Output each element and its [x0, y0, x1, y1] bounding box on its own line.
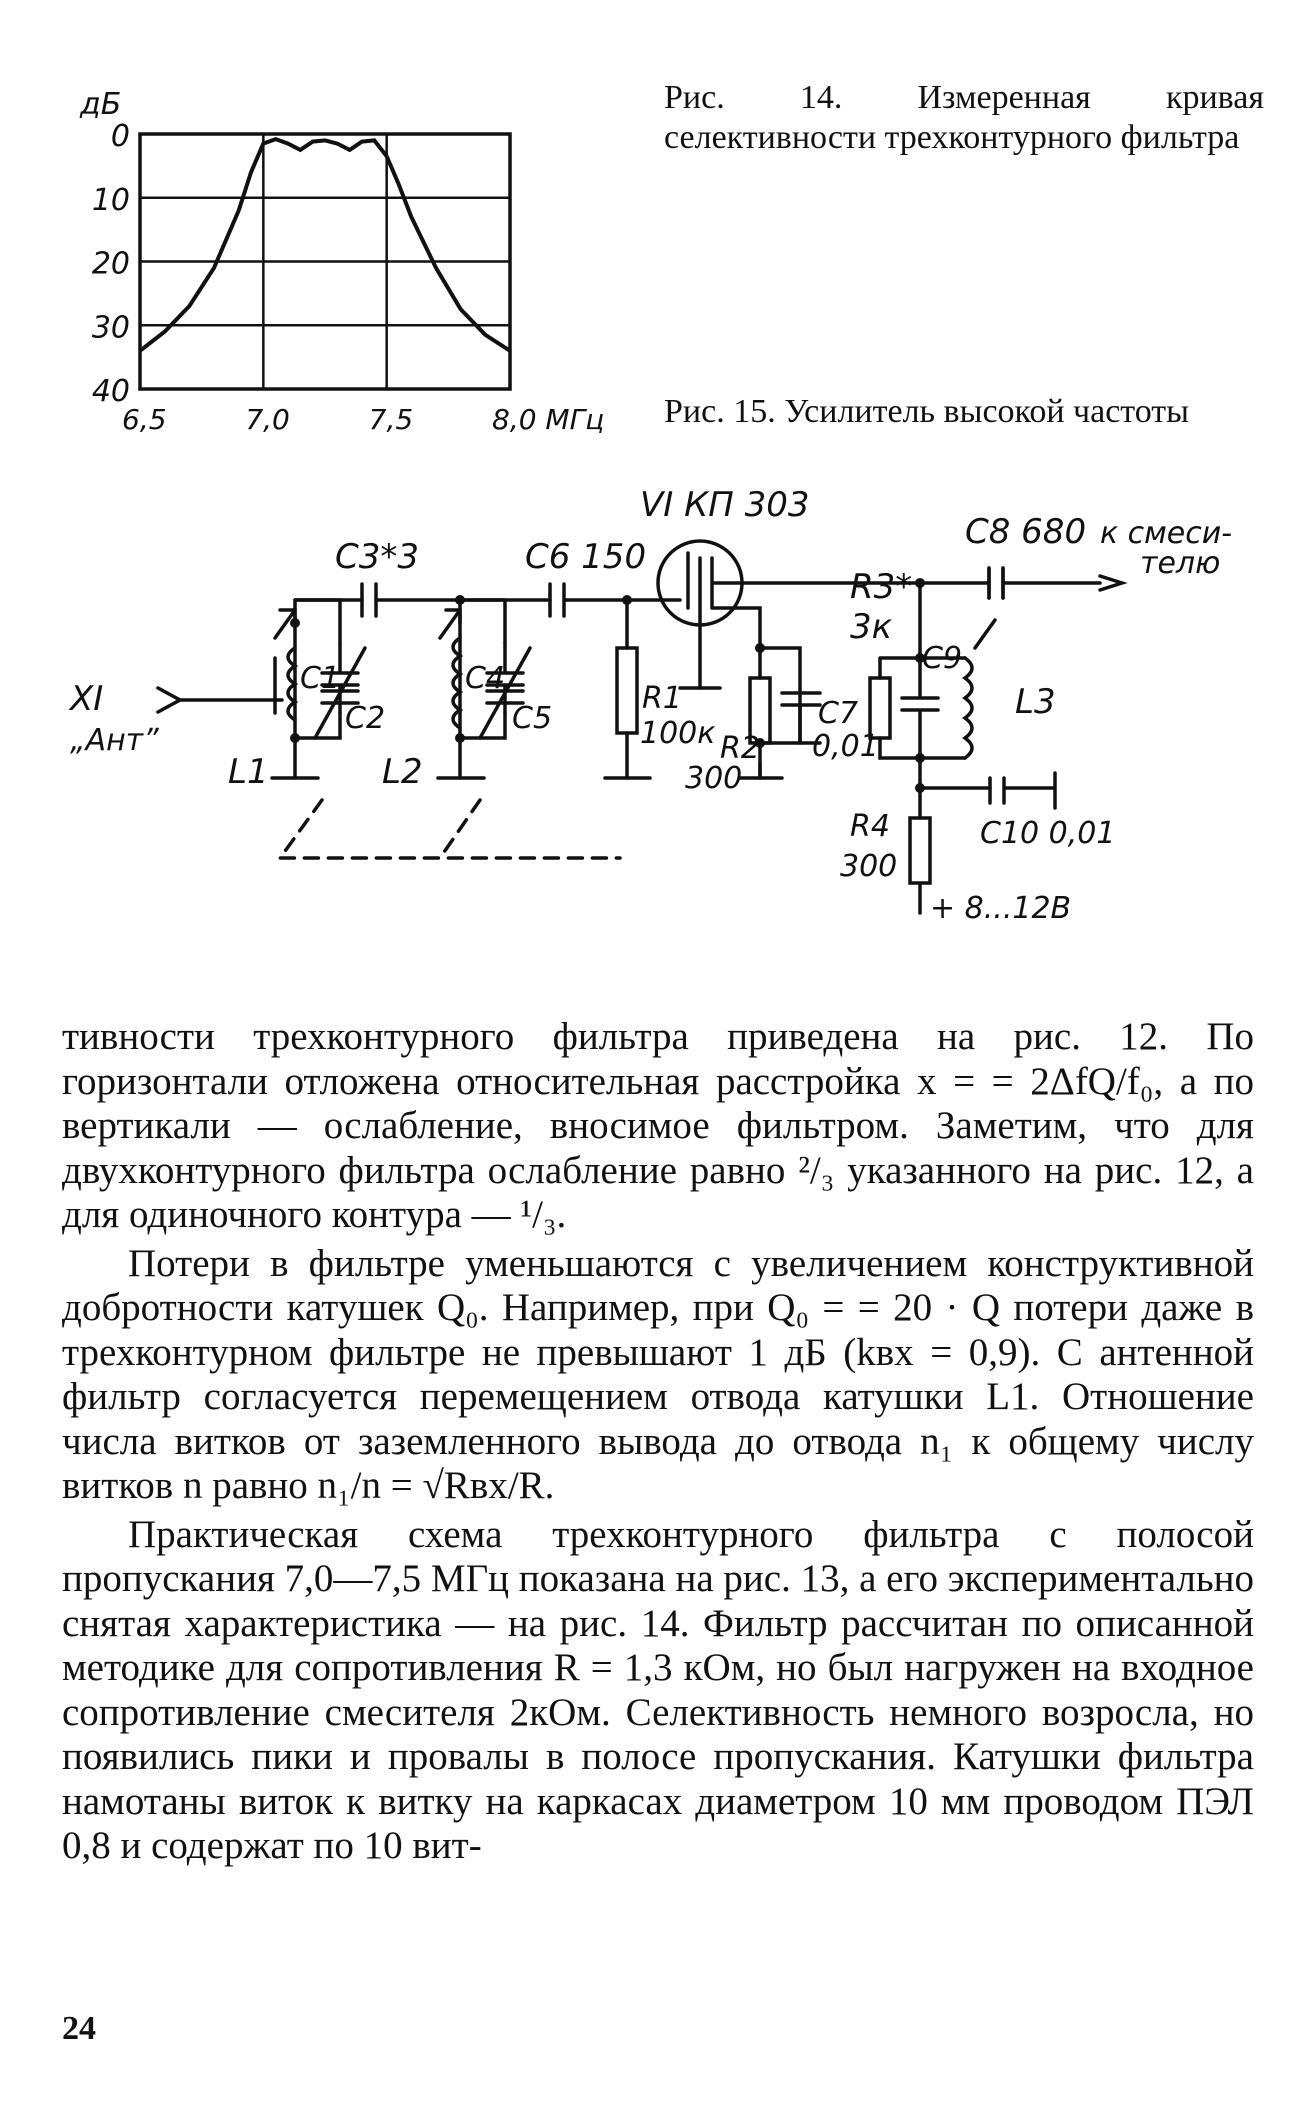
label-c5: С5	[512, 701, 553, 736]
y-tick-label: 10	[91, 182, 130, 218]
figure-14-caption: Рис. 14. Измеренная кривая селективности трехконтурного фильтра	[664, 79, 1264, 156]
label-c9: С9	[922, 641, 963, 676]
label-x1: XI	[70, 679, 104, 719]
label-r4-value: 300	[840, 849, 898, 884]
label-c8: С8 680	[965, 512, 1087, 552]
selectivity-curve	[140, 139, 510, 351]
coil-l3	[965, 658, 972, 758]
figure-15-caption: Рис. 15. Усилитель высокой частоты	[664, 393, 1189, 430]
output-arrow	[1100, 576, 1122, 590]
selectivity-chart-svg	[70, 84, 630, 454]
paragraph-3: Практическая схема трехконтурного фильтра с полосой пропускания 7,0—7,5 МГц показана на рис. 13, а его экспериментально снятая характеристика — на рис. 14. Фильтр рассчитан по описанной методике для сопротивления R = 1,3 кОм, но был нагружен на входное сопротивление смесителя 2кОм. Селективность немного возросла, но появились пики и провалы в полосе пропускания. Катушки фильтра намотаны виток к витку на каркасах диаметром 10 мм проводом ПЭЛ 0,8 и содержат по 10 вит-	[62, 1512, 1254, 1867]
label-l1: L1	[228, 752, 269, 792]
label-r4: R4	[850, 809, 890, 844]
label-c3: С3*3	[335, 537, 420, 577]
figure-14-chart	[70, 84, 630, 454]
label-transistor: VI КП 303	[640, 488, 810, 525]
label-supply: + 8...12В	[930, 891, 1072, 926]
body-text	[62, 1015, 1254, 1869]
schematic-svg	[60, 488, 1260, 928]
trim-arrow-l3	[975, 620, 995, 648]
resistor-r1	[617, 648, 637, 733]
label-c10: С10 0,01	[980, 816, 1116, 851]
paragraph-1: тивности трехконтурного фильтра приведена на рис. 12. По горизонтали отложена относительная расстройка x = = 2ΔfQ/f₀, а по вертикали — ослабление, вносимое фильтром. Заметим, что для двухконтурного фильтра ослабление равно ²/₃ указанного на рис. 12, а для одиночного контура — ¹/₃.	[62, 1015, 1254, 1236]
label-c2: С2	[345, 701, 386, 736]
label-l3: L3	[1015, 682, 1056, 722]
capacitor-c8	[989, 568, 1003, 598]
y-tick-label: 20	[91, 246, 130, 282]
label-to-mixer-2: телю	[1140, 546, 1221, 581]
input-arrow	[158, 688, 282, 712]
label-c4: С4	[465, 661, 506, 696]
paragraph-2: Потери в фильтре уменьшаются с увеличением конструктивной добротности катушек Q₀. Например, при Q₀ = = 20 · Q потери даже в трехконтурном фильтре не превышают 1 дБ (kвх = 0,9). С антенной фильтр согласуется перемещением отвода катушки L1. Отношение числа витков от заземленного вывода до отвода n₁ к общему числу витков n равно n₁/n = √Rвх/R.	[62, 1241, 1254, 1507]
figure-15-schematic	[60, 488, 1260, 928]
gang-link	[280, 800, 620, 858]
x-tick-label: 6,5	[122, 403, 167, 436]
label-r1-value: 100к	[640, 716, 716, 751]
y-tick-label: 0	[110, 119, 130, 154]
label-c1: С1	[300, 661, 341, 696]
resistor-r4	[910, 818, 930, 883]
trim-arrow-l2	[440, 610, 460, 638]
page-number: 24	[62, 2010, 96, 2047]
label-c7-value: 0,01	[812, 729, 879, 764]
capacitor-c10	[990, 773, 1055, 808]
capacitor-c6	[550, 584, 564, 616]
x-tick-label: 8,0 МГц	[492, 403, 605, 436]
label-r2: R2	[720, 731, 760, 766]
label-r3: R3*	[850, 567, 913, 607]
y-tick-label: 40	[91, 374, 130, 409]
x-tick-label: 7,0	[245, 403, 290, 436]
label-r3-value: 3к	[850, 607, 893, 647]
label-c7: С7	[818, 696, 859, 731]
label-l2: L2	[382, 752, 423, 792]
y-tick-label: 30	[91, 310, 130, 346]
label-to-mixer-1: к смеси-	[1100, 516, 1233, 551]
label-antenna: „Ант”	[70, 723, 159, 758]
capacitor-c3	[362, 584, 376, 616]
label-r2-value: 300	[685, 761, 743, 796]
y-axis-label: дБ	[80, 87, 122, 122]
label-r1: R1	[642, 681, 682, 716]
x-tick-label: 7,5	[368, 403, 414, 436]
label-c6: С6 150	[525, 537, 647, 577]
